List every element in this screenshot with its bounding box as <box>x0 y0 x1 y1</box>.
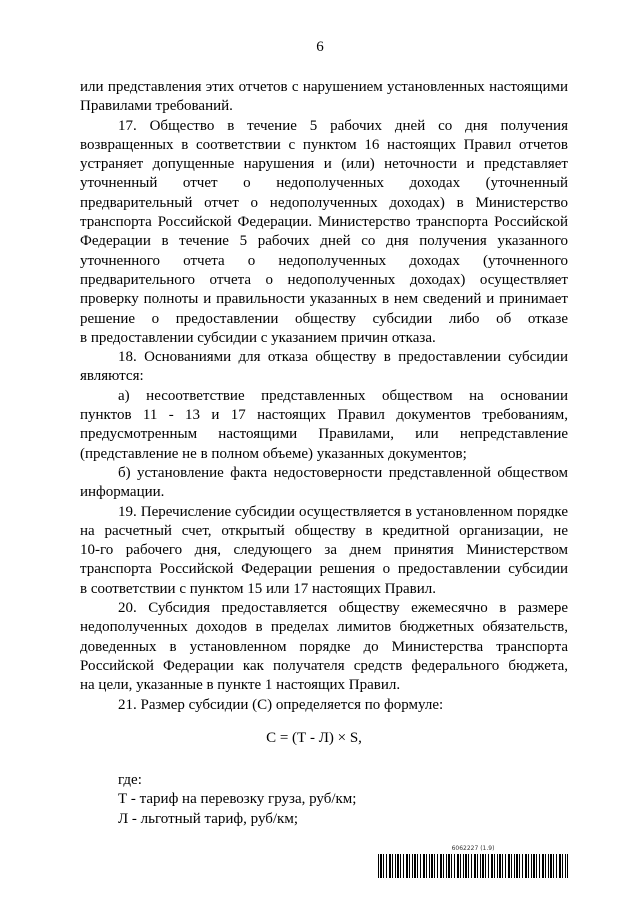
text-line: Правилами требований. <box>80 98 233 115</box>
text-line: информации. <box>80 484 165 501</box>
paragraph-18 <box>80 348 568 387</box>
text-line: в предоставлении субсидии с указанием причин отказа. <box>80 329 436 346</box>
text-line: предварительный отчет о недополученных доходах) в Министерство <box>80 194 568 211</box>
text-line: на расчетный счет, открытый обществу в кредитной организации, не <box>80 522 568 539</box>
text-line: возвращенных в соответствии с пунктом 16 настоящих Правил отчетов <box>80 136 568 153</box>
formula-block <box>80 728 568 829</box>
text-line: в соответствии с пунктом 15 или 17 настоящих Правил. <box>80 580 436 597</box>
text-line: или представления этих отчетов с нарушением установленных настоящими <box>80 79 568 95</box>
text-line: (представление не в полном объеме) указанных документов; <box>80 445 467 462</box>
text-line: 19. Перечисление субсидии осуществляется в установленном порядке <box>118 503 568 520</box>
text-line: б) установление факта недостоверности представленной обществом <box>118 464 568 481</box>
text-line: являются: <box>80 368 144 385</box>
text-line: транспорта Российской Федерации решения о предоставлении субсидии <box>80 561 568 578</box>
text-line: 18. Основаниями для отказа обществу в предоставлении субсидии <box>118 349 568 366</box>
text-line: на цели, указанные в пункте 1 настоящих Правил. <box>80 677 401 694</box>
barcode <box>378 854 568 878</box>
text-line: 21. Размер субсидии (С) определяется по формуле: <box>118 696 444 713</box>
text-line: Федерации в течение 5 рабочих дней со дня получения указанного <box>80 233 568 250</box>
paragraph-19 <box>80 503 568 599</box>
paragraph-17 <box>80 117 568 349</box>
paragraph-18a <box>80 387 568 464</box>
text-line: уточненный отчет о недополученных доходах (уточненный <box>80 175 568 192</box>
text-line: доведенных в установленном порядке до Министерства транспорта <box>80 638 568 655</box>
text-line: предусмотренным настоящими Правилами, или непредставление <box>80 426 568 443</box>
text-line: Российской Федерации как получателя средств федерального бюджета, <box>80 657 568 674</box>
text-line: 17. Общество в течение 5 рабочих дней со дня получения <box>118 117 568 134</box>
paragraph-20 <box>80 599 568 695</box>
text-line: недополученных доходов в пределах лимитов бюджетных обязательств, <box>80 619 568 636</box>
page-number: 6 <box>316 39 324 55</box>
formula: С = (Т - Л) × S, <box>266 730 362 746</box>
paragraph-21 <box>80 696 568 715</box>
barcode-label: 6062227 (1.9) <box>451 845 495 852</box>
definition-tariff: Т - тариф на перевозку груза, руб/км; <box>118 791 357 808</box>
definition-preferential-tariff: Л - льготный тариф, руб/км; <box>118 810 299 827</box>
text-line: транспорта Российской Федерации. Министерство транспорта Российской <box>80 214 568 231</box>
document-body <box>80 78 568 715</box>
text-line: предварительного отчета о недополученных доходах) осуществляет <box>80 271 568 288</box>
text-line: пунктов 11 - 13 и 17 настоящих Правил документов требованиям, <box>80 407 568 424</box>
text-line: а) несоответствие представленных обществом на основании <box>118 387 568 404</box>
text-line: проверку полноты и правильности указанных в нем сведений и принимает <box>80 291 568 308</box>
text-line: решение о предоставлении обществу субсидии либо об отказе <box>80 310 568 327</box>
where-label: где: <box>118 772 142 788</box>
text-line: 20. Субсидия предоставляется обществу ежемесячно в размере <box>118 600 568 617</box>
text-line: уточненного отчета о недополученных доходах (уточненного <box>80 252 568 269</box>
text-line: 10-го рабочего дня, следующего за днем принятия Министерством <box>80 542 568 559</box>
paragraph-continuation <box>80 78 568 117</box>
text-line: устраняет допущенные нарушения и (или) неточности и представляет <box>80 156 568 173</box>
paragraph-18b <box>80 464 568 503</box>
